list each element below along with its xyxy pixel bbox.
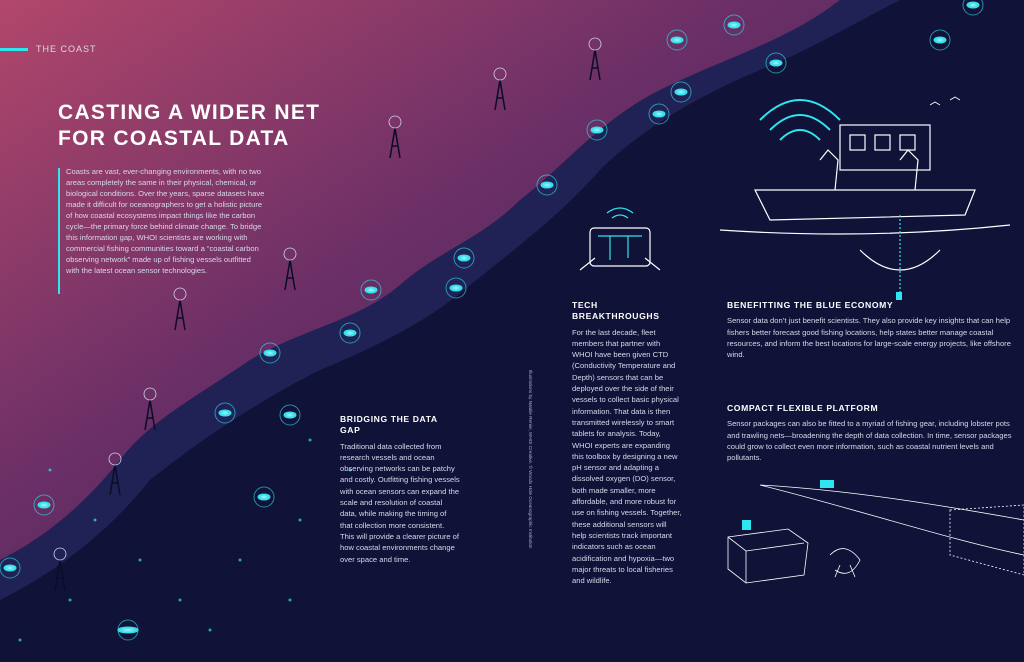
platform-title: COMPACT FLEXIBLE PLATFORM	[727, 403, 879, 413]
intro-accent-rule	[58, 168, 60, 294]
platform-body: Sensor packages can also be fitted to a myriad of fishing gear, including lobster pots and trawling nets—broadening the depth of data collection. In time, sensor packages could grow to collect even more information, such as coastal nutrient levels and pollutants.	[727, 419, 1012, 463]
section-label-text: THE COAST	[36, 44, 97, 54]
blue-economy-body: Sensor data don’t just benefit scientists. They also provide key insights that can help fishers better forecast good fishing locations, help states better manage coastal resources, and inform the best locations for large-scale energy projects, like offshore wind.	[727, 316, 1011, 360]
compact-platform-section	[727, 403, 1017, 463]
tech-body: For the last decade, fleet members that partner with WHOI have been given CTD (Conductivity Temperature and Depth) sensors that can be deployed over the side of their vessels to collect basic physical information. That data is then transmitted wirelessly to smart tablets for analysis. Today, WHOI experts are expanding this toolbox by designing a new pH sensor and adapting a dissolved oxygen (DO) sensor, both made smaller, more affordable, and more robust for use on fishing vessels. Together, these additional sensors will help scientists track important indicators such as ocean acidification and hypoxia—two major threats to local fisheries and wildlife.	[572, 327, 682, 586]
section-label	[0, 44, 97, 54]
blue-economy-title: BENEFITTING THE BLUE ECONOMY	[727, 300, 894, 310]
bridging-body: Traditional data collected from research vessels and ocean observing networks can be patchy and costly. Outfitting fishing vessels with ocean sensors can expand the scale and resolution of coastal data, while making the timing of that collection more consistent. This will provide a clearer picture of how coastal environments change over space and time.	[340, 441, 460, 564]
headline: CASTING A WIDER NET FOR COASTAL DATA	[58, 101, 321, 150]
illustration-credit: Illustrations by Natalie Renier, WHOI Creative. © Woods Hole Oceanographic Institution	[528, 370, 533, 549]
bridging-data-gap-section	[340, 414, 460, 565]
tech-title: TECH BREAKTHROUGHS	[572, 300, 660, 322]
intro-paragraph: Coasts are vast, ever-changing environments, with no two areas completely the same in their physical, chemical, or biological conditions. Over the years, sparse datasets have made it difficult for oceanographers to get a holistic picture of how coastal ecosystems impact things like the carbon cycle—the primary force behind climate change. To bridge this information gap, WHOI scientists are working with commercial fishing communities toward a “coastal carbon observing network” made up of fishing vessels outfitted with the latest ocean sensor technologies.	[66, 167, 265, 275]
blue-economy-section	[727, 300, 1017, 360]
section-accent-bar	[0, 48, 28, 51]
bridging-title: BRIDGING THE DATA GAP	[340, 414, 438, 436]
tech-breakthroughs-section	[572, 300, 682, 586]
